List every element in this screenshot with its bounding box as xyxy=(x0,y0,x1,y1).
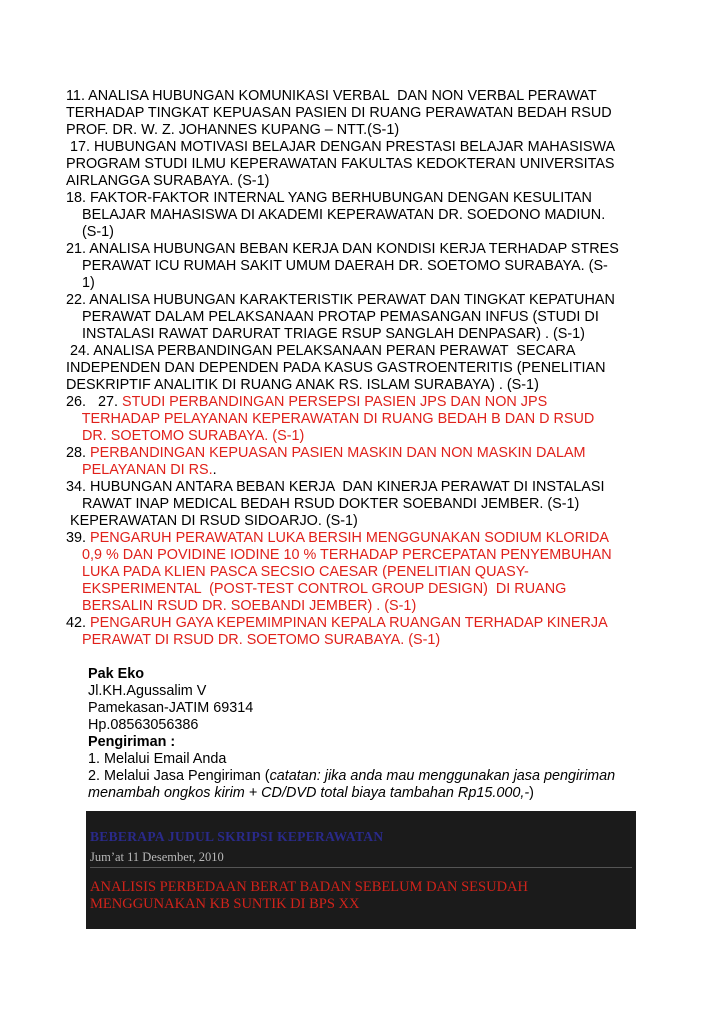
shipping-heading: Pengiriman : xyxy=(88,734,176,750)
item-title-link[interactable]: PELAYANAN DI RS. xyxy=(66,462,213,478)
item-title-link[interactable]: PERBANDINGAN KEPUASAN PASIEN MASKIN DAN NON MASKIN DALAM xyxy=(90,445,586,461)
shipping-option-1: 1. Melalui Email Anda xyxy=(88,751,227,767)
list-line-item-26 xyxy=(66,394,547,411)
list-line: 34. HUBUNGAN ANTARA BEBAN KERJA DAN KINERJA PERAWAT DI INSTALASI xyxy=(66,479,605,495)
list-line: RAWAT INAP MEDICAL BEDAH RSUD DOKTER SOEBANDI JEMBER. (S-1) xyxy=(66,496,580,512)
shipping-note: catatan: jika anda mau menggunakan jasa pengiriman xyxy=(269,768,616,784)
item-number: 39. xyxy=(66,530,91,546)
list-line: (S-1) xyxy=(66,224,114,240)
list-line: TERHADAP TINGKAT KEPUASAN PASIEN DI RUANG PERAWATAN BEDAH RSUD xyxy=(66,105,612,121)
contact-phone: Hp.08563056386 xyxy=(88,717,199,733)
item-number: 42. xyxy=(66,615,91,631)
list-line: INSTALASI RAWAT DARURAT TRIAGE RSUP SANGLAH DENPASAR) . (S-1) xyxy=(66,326,585,342)
shipping-note: menambah ongkos kirim + CD/DVD total biaya tambahan Rp15.000,- xyxy=(88,785,530,801)
list-line: INDEPENDEN DAN DEPENDEN PADA KASUS GASTROENTERITIS (PENELITIAN xyxy=(66,360,606,376)
list-line: 11. ANALISA HUBUNGAN KOMUNIKASI VERBAL DAN NON VERBAL PERAWAT xyxy=(66,88,597,104)
list-line: AIRLANGGA SURABAYA. (S-1) xyxy=(66,173,270,189)
list-line: PROGRAM STUDI ILMU KEPERAWATAN FAKULTAS KEDOKTERAN UNIVERSITAS xyxy=(66,156,615,172)
list-line: BELAJAR MAHASISWA DI AKADEMI KEPERAWATAN DR. SOEDONO MADIUN. xyxy=(66,207,606,223)
item-title-link[interactable]: PERAWAT DI RSUD DR. SOETOMO SURABAYA. (S-1) xyxy=(66,632,441,648)
list-line xyxy=(66,462,217,479)
list-line: PERAWAT DALAM PELAKSANAAN PROTAP PEMASANGAN INFUS (STUDI DI xyxy=(66,309,599,325)
list-line: PERAWAT ICU RUMAH SAKIT UMUM DAERAH DR. SOETOMO SURABAYA. (S- xyxy=(66,258,608,274)
contact-city: Pamekasan-JATIM 69314 xyxy=(88,700,254,716)
item-title-link[interactable]: PENGARUH GAYA KEPEMIMPINAN KEPALA RUANGAN TERHADAP KINERJA xyxy=(90,615,608,631)
trailing-period: . xyxy=(212,462,217,478)
item-title-link[interactable]: EKSPERIMENTAL (POST-TEST CONTROL GROUP DESIGN) DI RUANG xyxy=(66,581,567,597)
list-line: 21. ANALISA HUBUNGAN BEBAN KERJA DAN KONDISI KERJA TERHADAP STRES xyxy=(66,241,619,257)
list-line: KEPERAWATAN DI RSUD SIDOARJO. (S-1) xyxy=(66,513,358,529)
item-number: 26. 27. xyxy=(66,394,123,410)
list-line: 22. ANALISA HUBUNGAN KARAKTERISTIK PERAWAT DAN TINGKAT KEPATUHAN xyxy=(66,292,615,308)
list-line: 18. FAKTOR-FAKTOR INTERNAL YANG BERHUBUNGAN DENGAN KESULITAN xyxy=(66,190,592,206)
post-title-link[interactable]: MENGGUNAKAN KB SUNTIK DI BPS XX xyxy=(90,896,360,912)
item-title-link[interactable]: STUDI PERBANDINGAN PERSEPSI PASIEN JPS DAN NON JPS xyxy=(122,394,548,410)
contact-name: Pak Eko xyxy=(88,666,144,682)
shipping-option-2 xyxy=(88,768,615,785)
item-title-link[interactable]: 0,9 % DAN POVIDINE IODINE 10 % TERHADAP PERCEPATAN PENYEMBUHAN xyxy=(66,547,612,563)
item-title-link[interactable]: DR. SOETOMO SURABAYA. (S-1) xyxy=(66,428,305,444)
list-line: DESKRIPTIF ANALITIK DI RUANG ANAK RS. ISLAM SURABAYA) . (S-1) xyxy=(66,377,539,393)
item-title-link[interactable]: BERSALIN RSUD DR. SOEBANDI JEMBER) . (S-1) xyxy=(66,598,417,614)
closing-paren: ) xyxy=(529,785,534,801)
item-number: 28. xyxy=(66,445,91,461)
shipping-option-2-cont xyxy=(88,785,534,802)
list-line: 1) xyxy=(66,275,95,291)
list-line: 24. ANALISA PERBANDINGAN PELAKSANAAN PERAN PERAWAT SECARA xyxy=(66,343,576,359)
list-line-item-39 xyxy=(66,530,609,547)
list-line: 17. HUBUNGAN MOTIVASI BELAJAR DENGAN PRESTASI BELAJAR MAHASISWA xyxy=(66,139,616,155)
list-line: PROF. DR. W. Z. JOHANNES KUPANG – NTT.(S-1) xyxy=(66,122,400,138)
blog-post-box xyxy=(86,811,636,929)
item-title-link[interactable]: LUKA PADA KLIEN PASCA SECSIO CAESAR (PENELITIAN QUASY- xyxy=(66,564,529,580)
item-title-link[interactable]: PENGARUH PERAWATAN LUKA BERSIH MENGGUNAKAN SODIUM KLORIDA xyxy=(90,530,609,546)
list-line-item-42 xyxy=(66,615,608,632)
contact-street: Jl.KH.Agussalim V xyxy=(88,683,207,699)
post-title-link[interactable]: ANALISIS PERBEDAAN BERAT BADAN SEBELUM DAN SESUDAH xyxy=(90,879,528,895)
item-title-link[interactable]: TERHADAP PELAYANAN KEPERAWATAN DI RUANG BEDAH B DAN D RSUD xyxy=(66,411,595,427)
divider xyxy=(90,867,632,868)
post-date: Jum’at 11 Desember, 2010 xyxy=(90,850,224,864)
list-line-item-28 xyxy=(66,445,586,462)
shipping-option-2-label: 2. Melalui Jasa Pengiriman ( xyxy=(88,768,270,784)
blog-title-link[interactable]: BEBERAPA JUDUL SKRIPSI KEPERAWATAN xyxy=(90,829,384,844)
